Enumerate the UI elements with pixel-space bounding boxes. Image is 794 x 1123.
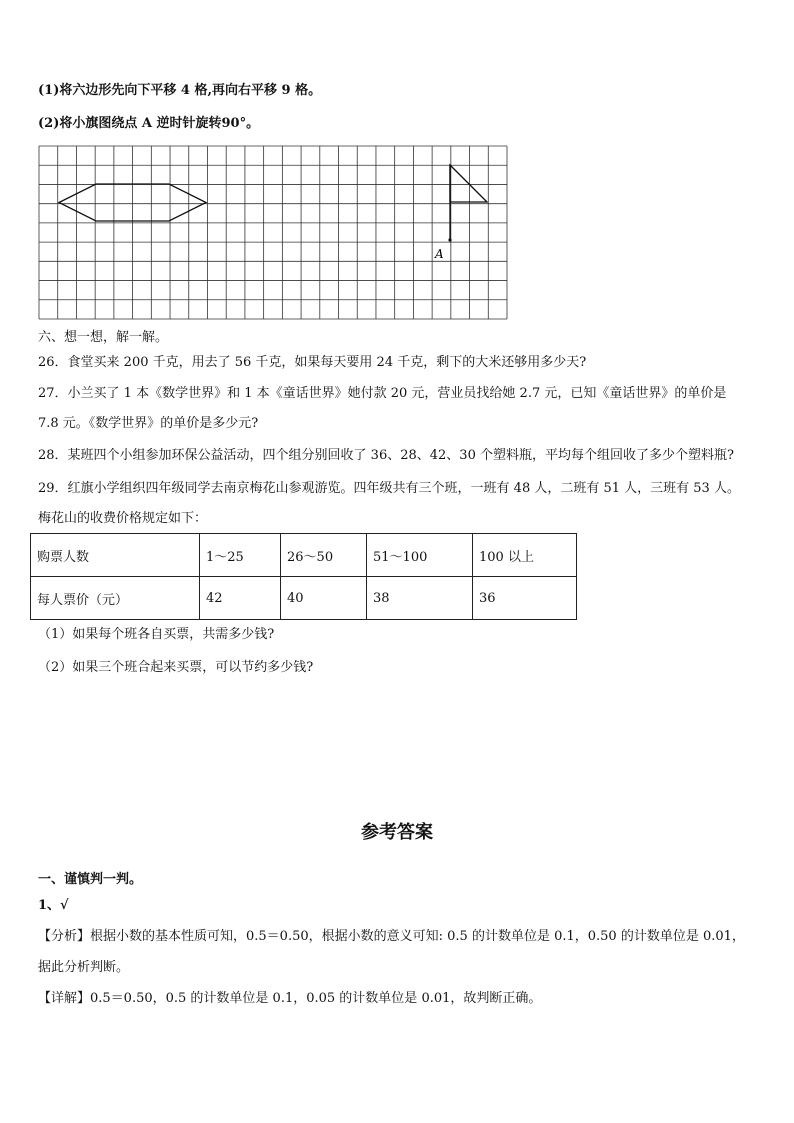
problem-28: 28．某班四个小组参加环保公益活动，四个组分别回收了 36、28、42、30 个塑料瓶，平均每个组回收了多少个塑料瓶? <box>38 448 734 463</box>
problem-26: 26．食堂买来 200 千克，用去了 56 千克，如果每天要用 24 千克，剩下的大米还够用多少天? <box>38 355 587 370</box>
answer-item-1: 1、√ <box>38 898 69 913</box>
point-a-dot <box>448 238 451 241</box>
question-translation: (1)将六边形先向下平移 4 格,再向右平移 9 格。 <box>38 83 322 98</box>
square-grid <box>38 145 508 321</box>
section-heading: 六、想一想，解一解。 <box>38 330 169 345</box>
answer-analysis-line-1: 【分析】根据小数的基本性质可知，0.5＝0.50，根据小数的意义可知: 0.5 的计数单位是 0.1，0.50 的计数单位是 0.01， <box>38 929 745 944</box>
answer-analysis-line-2: 据此分析判断。 <box>38 960 130 975</box>
table-cell: 100 以上 <box>473 534 577 577</box>
problem-29-question-2: （2）如果三个班合起来买票，可以节约多少钱? <box>38 660 314 675</box>
problem-29-line-1: 29．红旗小学组织四年级同学去南京梅花山参观游览。四年级共有三个班，一班有 48 人，二班有 51 人，三班有 53 人。 <box>38 481 740 496</box>
table-cell: 26～50 <box>281 534 367 577</box>
question-rotation: (2)将小旗图绕点 A 逆时针旋转90°。 <box>38 116 260 131</box>
table-cell: 购票人数 <box>31 534 200 577</box>
problem-29-question-1: （1）如果每个班各自买票，共需多少钱? <box>38 627 275 642</box>
table-cell: 42 <box>200 577 281 620</box>
table-row <box>31 534 577 577</box>
table-row <box>31 577 577 620</box>
price-table <box>30 533 577 620</box>
table-cell: 51～100 <box>367 534 473 577</box>
table-cell: 1～25 <box>200 534 281 577</box>
point-a-label: A <box>435 247 444 261</box>
table-cell: 38 <box>367 577 473 620</box>
answers-section-heading: 一、谨慎判一判。 <box>38 872 143 887</box>
flag-shape <box>450 165 487 202</box>
problem-27-line-2: 7.8 元。《数学世界》的单价是多少元? <box>38 416 259 431</box>
table-cell: 36 <box>473 577 577 620</box>
answer-detail: 【详解】0.5＝0.50，0.5 的计数单位是 0.1，0.05 的计数单位是 0.01，故判断正确。 <box>38 991 542 1006</box>
problem-27-line-1: 27．小兰买了 1 本《数学世界》和 1 本《童话世界》她付款 20 元，营业员找给她 2.7 元，已知《童话世界》的单价是 <box>38 386 727 401</box>
table-cell: 每人票价（元） <box>31 577 200 620</box>
answers-title: 参考答案 <box>361 822 433 843</box>
table-cell: 40 <box>281 577 367 620</box>
problem-29-line-2: 梅花山的收费价格规定如下： <box>38 511 208 526</box>
